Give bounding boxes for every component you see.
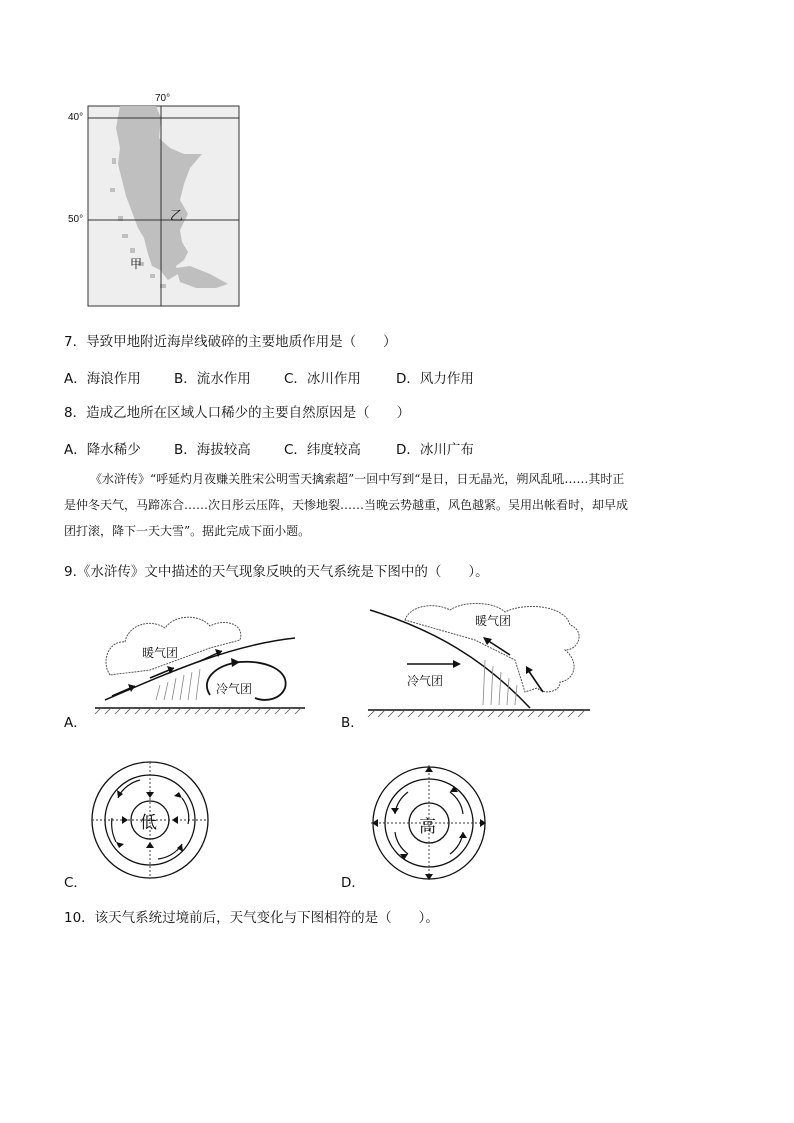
figure-a-warm-front[interactable] — [90, 600, 310, 720]
question-8-stem: 8．造成乙地所在区域人口稀少的主要自然原因是（ ） — [64, 405, 411, 421]
lat-mid-label: 50° — [68, 214, 84, 225]
figure-c-low-pressure[interactable] — [88, 758, 212, 882]
q7-option-c[interactable]: C．冰川作用 — [284, 371, 361, 387]
figure-b-letter[interactable]: B． — [341, 715, 364, 731]
rain-hatch — [483, 660, 517, 705]
warm-air-label: 暖气团 — [142, 646, 179, 660]
question-10-stem: 10．该天气系统过境前后，天气变化与下图相符的是（ ）。 — [64, 910, 439, 926]
ground-hatch — [95, 708, 301, 714]
q7-option-d[interactable]: D．风力作用 — [396, 371, 474, 387]
high-pressure-center-label: 高 — [419, 817, 436, 837]
passage-line-2: 是仲冬天气，马蹄冻合……次日彤云压阵，天惨地裂……当晚云势越重，风色越紧。吴用出帐看时，却早成 — [64, 498, 629, 512]
q7-option-a[interactable]: A．海浪作用 — [64, 371, 141, 387]
patagonia-map — [60, 88, 260, 313]
warm-air-label: 暖气团 — [475, 614, 512, 628]
place-jia-label: 甲 — [130, 257, 143, 271]
figure-a-letter[interactable]: A． — [64, 715, 87, 731]
figure-d-letter[interactable]: D． — [341, 875, 365, 891]
figure-b-cold-front[interactable] — [365, 600, 595, 722]
cold-air-label: 冷气团 — [216, 682, 253, 696]
q8-option-a[interactable]: A．降水稀少 — [64, 442, 141, 458]
reading-passage — [64, 466, 736, 544]
ground-hatch — [368, 710, 585, 717]
rain-hatch — [156, 669, 200, 700]
map-figure — [60, 88, 260, 313]
q8-option-c[interactable]: C．纬度较高 — [284, 442, 361, 458]
question-7-stem: 7．导致甲地附近海岸线破碎的主要地质作用是（ ） — [64, 334, 397, 350]
passage-line-3: 团打滚，降下一天大雪”。据此完成下面小题。 — [64, 524, 311, 538]
lat-top-label: 40° — [68, 112, 84, 123]
warm-front-diagram — [90, 600, 310, 720]
q7-option-b[interactable]: B．流水作用 — [174, 371, 251, 387]
lon-label: 70° — [155, 93, 171, 104]
figure-c-letter[interactable]: C． — [64, 875, 87, 891]
cold-air-label: 冷气团 — [407, 674, 444, 688]
question-9-stem: 9.《水浒传》文中描述的天气现象反映的天气系统是下图中的（ ）。 — [64, 564, 489, 580]
place-yi-label: 乙 — [170, 209, 184, 224]
figure-d-high-pressure[interactable] — [368, 762, 490, 884]
low-pressure-center-label: 低 — [140, 813, 157, 833]
q8-option-b[interactable]: B．海拔较高 — [174, 442, 251, 458]
q8-option-d[interactable]: D．冰川广布 — [396, 442, 474, 458]
question-8-options — [64, 438, 474, 458]
question-7-options — [64, 367, 474, 387]
passage-line-1: 《水浒传》“呼延灼月夜赚关胜宋公明雪天擒索超”一回中写到“是日，日无晶光，朔风乱吼……其时正 — [90, 472, 625, 486]
